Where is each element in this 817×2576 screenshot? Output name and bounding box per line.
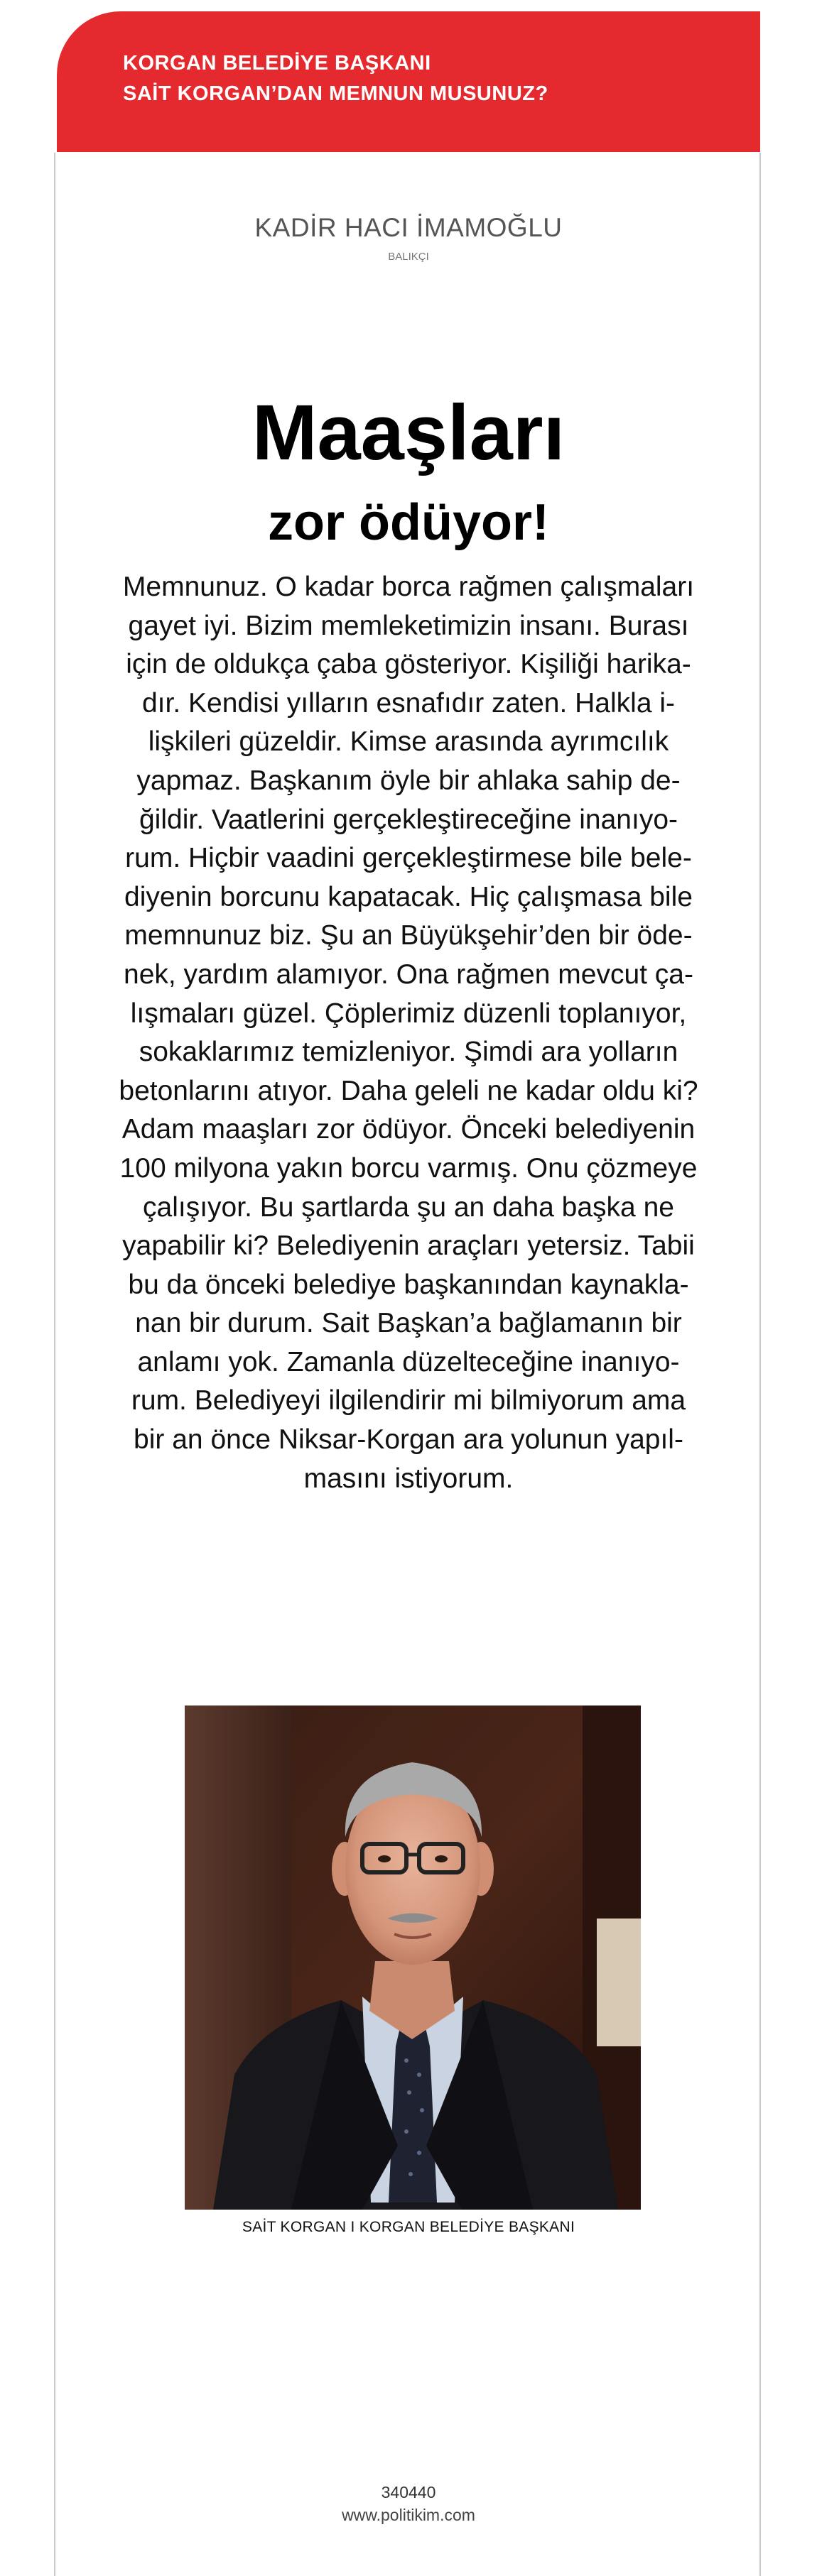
body-line: yapmaz. Başkanım öyle bir ahlaka sahip de- [136, 765, 681, 796]
author-occupation: BALIKÇI [388, 251, 429, 263]
headline-line1: Maaşları [251, 389, 566, 476]
body-line: lışmaları güzel. Çöplerimiz düzenli toplanıyor, [130, 998, 687, 1029]
body-line: Memnunuz. O kadar borca rağmen çalışmaları [122, 572, 695, 602]
header-title-line1: KORGAN BELEDİYE BAŞKANI [123, 52, 431, 75]
body-line: nan bir durum. Sait Başkan’a bağlamanın bir [135, 1308, 682, 1339]
header-title-line2: SAİT KORGAN’DAN MEMNUN MUSUNUZ? [123, 82, 548, 105]
mayor-photo [185, 1705, 641, 2210]
footer-url[interactable]: www.politikim.com [342, 2506, 475, 2524]
portrait-illustration [185, 1705, 641, 2210]
body-line: lişkileri güzeldir. Kimse arasında ayrımcılık [148, 726, 669, 758]
article-body [107, 568, 710, 1498]
body-line: rum. Hiçbir vaadini gerçekleştirmese bile bele- [125, 843, 692, 874]
body-line: betonlarını atıyor. Daha geleli ne kadar oldu ki? [119, 1075, 698, 1106]
body-line: dır. Kendisi yılların esnafıdır zaten. Halkla i- [141, 687, 675, 719]
body-line: bir an önce Niksar-Korgan ara yolunun yapıl- [134, 1424, 683, 1456]
headline-line2: zor ödüyor! [268, 494, 549, 551]
author-name: KADİR HACI İMAMOĞLU [254, 213, 563, 242]
body-line: çalışıyor. Bu şartlarda şu an daha başka ne [143, 1191, 674, 1223]
body-line: masını istiyorum. [303, 1463, 514, 1494]
body-line: bu da önceki belediye başkanından kaynakla- [128, 1269, 689, 1300]
body-line: diyenin borcunu kapatacak. Hiç çalışmasa bile [124, 881, 693, 912]
body-line: yapabilir ki? Belediyenin araçları yetersiz. Tabii [122, 1230, 695, 1262]
body-line: ğildir. Vaatlerini gerçekleştireceğine inanıyo- [139, 804, 678, 835]
body-line: nek, yardım alamıyor. Ona rağmen mevcut ça- [124, 959, 693, 990]
body-line: rum. Belediyeyi ilgilendirir mi bilmiyorum ama [131, 1385, 686, 1417]
body-line: gayet iyi. Bizim memleketimizin insanı. Burası [128, 610, 689, 641]
body-line: sokaklarımız temizleniyor. Şimdi ara yolların [139, 1037, 678, 1068]
footer-code: 340440 [381, 2483, 436, 2501]
photo-caption: SAİT KORGAN I KORGAN BELEDİYE BAŞKANI [242, 2219, 575, 2235]
header-banner [57, 11, 760, 152]
body-line: Adam maaşları zor ödüyor. Önceki belediyenin [121, 1114, 696, 1145]
body-line: için de oldukça çaba gösteriyor. Kişiliği harika- [126, 649, 691, 680]
body-line: anlamı yok. Zamanla düzelteceğine inanıyo- [137, 1346, 680, 1377]
body-line: memnunuz biz. Şu an Büyükşehir’den bir öde- [124, 920, 693, 951]
body-line: 100 milyona yakın borcu varmış. Onu çözmeye [119, 1152, 698, 1184]
